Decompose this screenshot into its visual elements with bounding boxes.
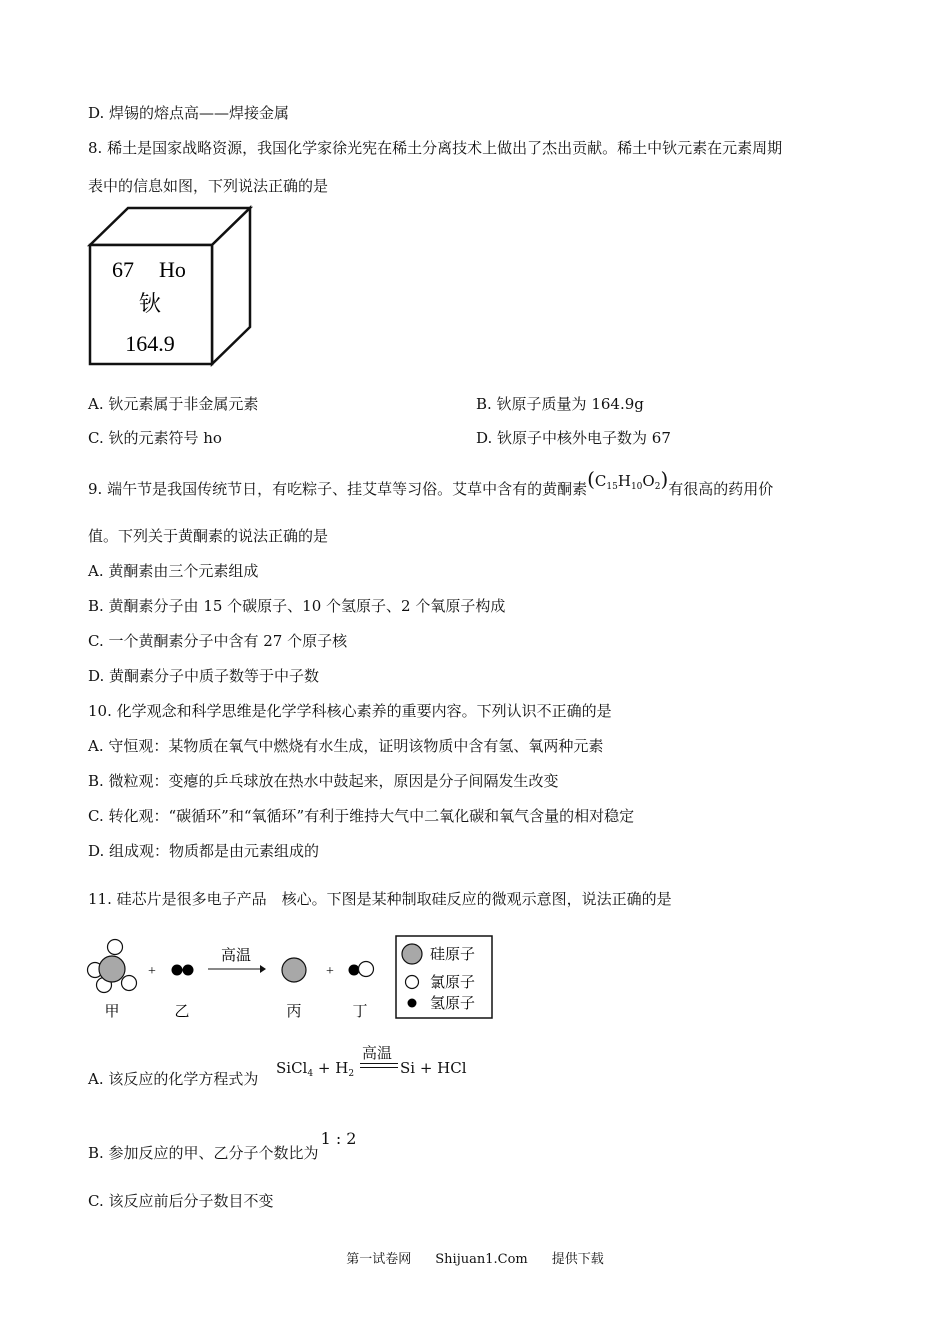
q10-option-b: B. 微粒观：变瘪的乒乓球放在热水中鼓起来，原因是分子间隔发生改变: [88, 772, 559, 790]
q11-option-b-text: B. 参加反应的甲、乙分子个数比为: [88, 1144, 319, 1162]
q9-stem-post: 有很高的药用价: [668, 480, 774, 498]
q8-option-a: A. 钬元素属于非金属元素: [88, 395, 259, 413]
page-footer: [0, 1248, 950, 1267]
q11-option-c: C. 该反应前后分子数目不变: [88, 1192, 274, 1210]
ratio-value: 1 : 2: [320, 1129, 357, 1148]
q10-stem: 10. 化学观念和科学思维是化学学科核心素养的重要内容。下列认识不正确的是: [88, 702, 612, 720]
molecule-bing: [282, 958, 306, 982]
legend-h: 氢原子: [430, 996, 476, 1012]
q11-option-a: [88, 1068, 258, 1089]
q11-option-a-text: A. 该反应的化学方程式为: [88, 1070, 259, 1088]
footer-left: 第一试卷网: [346, 1252, 412, 1267]
equation-condition: 高温: [362, 1044, 393, 1062]
q9-option-b: B. 黄酮素分子由 15 个碳原子、10 个氢原子、2 个氧原子构成: [88, 597, 506, 615]
molecule-jia: [88, 940, 137, 993]
molecule-ding: [349, 962, 374, 977]
reaction-micro-diagram: [84, 932, 496, 1024]
element-number: 67: [112, 257, 134, 282]
chemical-equation: SiCl$_4$ + $H_2$ 高温 Si + HCl: [276, 1044, 467, 1079]
label-ding: 丁: [352, 1004, 368, 1020]
label-bing: 丙: [286, 1004, 302, 1020]
reaction-condition: 高温: [220, 948, 252, 964]
q9-stem-line2: 值。下列关于黄酮素的说法正确的是: [88, 527, 329, 545]
q10-option-d: D. 组成观：物质都是由元素组成的: [88, 842, 320, 860]
q8-option-d: D. 钬原子中核外电子数为 67: [476, 429, 671, 447]
legend-cl: 氯原子: [430, 975, 476, 991]
q9-option-d: D. 黄酮素分子中质子数等于中子数: [88, 667, 320, 685]
q9-option-a: A. 黄酮素由三个元素组成: [88, 562, 259, 580]
q8-option-b: B. 钬原子质量为 164.9g: [476, 395, 644, 413]
q10-option-c: C. 转化观：“碳循环”和“氧循环”有利于维持大气中二氧化碳和氧气含量的相对稳定: [88, 807, 635, 825]
plus-sign-1: +: [148, 964, 156, 979]
label-jia: 甲: [104, 1004, 120, 1020]
q11-option-b: [88, 1129, 357, 1163]
q9-stem-line1: [88, 467, 774, 500]
flavone-formula: $(C_{15}H_{10}O_2)$: [587, 467, 669, 492]
q7-option-d: D. 焊锡的熔点高——焊接金属: [88, 104, 290, 122]
q9-stem-pre: 9. 端午节是我国传统节日，有吃粽子、挂艾草等习俗。艾草中含有的黄酮素: [88, 480, 588, 498]
element-symbol: Ho: [159, 257, 186, 282]
plus-sign-2: +: [326, 964, 334, 979]
element-mass: 164.9: [125, 331, 175, 356]
element-cell-holmium: [86, 205, 254, 371]
legend-si: 硅原子: [430, 947, 476, 963]
molecule-yi: [172, 965, 194, 976]
label-yi: 乙: [174, 1004, 190, 1020]
q8-stem-line2: 表中的信息如图，下列说法正确的是: [88, 177, 329, 195]
q11-stem: 11. 硅芯片是很多电子产品 核心。下图是某种制取硅反应的微观示意图，说法正确的是: [88, 890, 672, 908]
footer-mid: Shijuan1.Com: [435, 1252, 528, 1267]
footer-right: 提供下载: [551, 1252, 604, 1267]
q10-option-a: A. 守恒观：某物质在氧气中燃烧有水生成，证明该物质中含有氢、氧两种元素: [88, 737, 604, 755]
element-name: 钬: [138, 291, 162, 316]
q8-stem-line1: 8. 稀土是国家战略资源，我国化学家徐光宪在稀土分离技术上做出了杰出贡献。稀土中钬元素在元素周期: [88, 139, 783, 157]
q9-option-c: C. 一个黄酮素分子中含有 27 个原子核: [88, 632, 348, 650]
q8-option-c: C. 钬的元素符号 ho: [88, 429, 222, 447]
